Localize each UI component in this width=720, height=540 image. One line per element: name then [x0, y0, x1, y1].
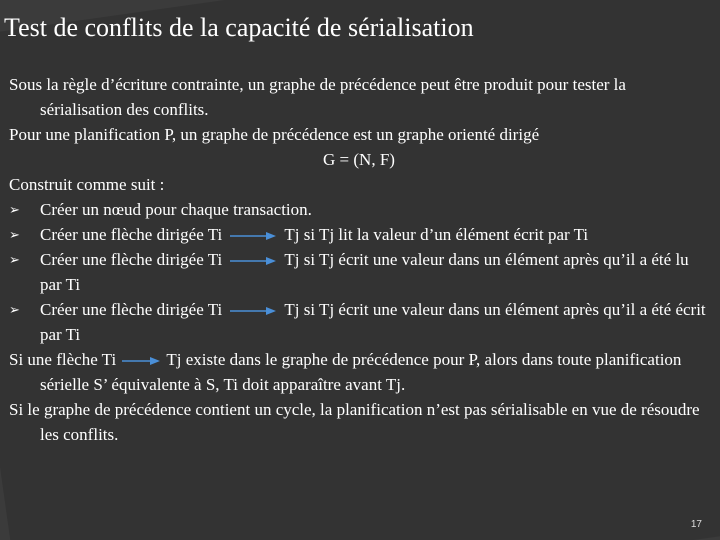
bullet-text-before: Créer une flèche dirigée Ti [40, 250, 223, 269]
right-arrow-icon [230, 256, 276, 266]
arrowhead-bullet-icon: ➢ [9, 302, 20, 317]
paragraph-definition: Pour une planification P, un graphe de précédence est un graphe orienté dirigé [9, 125, 540, 144]
bullet-item [9, 197, 709, 222]
bullet-text-before: Créer une flèche dirigée Ti [40, 300, 223, 319]
slide-body [9, 72, 709, 447]
bullet-text-after: Tj si Tj lit la valeur d’un élément écrit par Ti [284, 225, 589, 244]
bullet-item [9, 222, 709, 247]
paragraph-text-after: Tj existe dans le graphe de précédence pour P, alors dans toute planification sérielle S’ équivalente à S, Ti doit apparaître avant Tj. [40, 350, 682, 394]
paragraph-rule: Sous la règle d’écriture contrainte, un graphe de précédence peut être produit pour tester la sérialisation des conflits. [9, 75, 626, 119]
right-arrow-icon [230, 231, 276, 241]
bullet-item [9, 297, 709, 347]
paragraph-arrow-rule [9, 347, 709, 397]
paragraph-cycle: Si le graphe de précédence contient un cycle, la planification n’est pas sérialisable en vue de résoudre les conflits. [9, 400, 700, 444]
graph-formula: G = (N, F) [323, 150, 395, 169]
bullet-text: Créer un nœud pour chaque transaction. [40, 200, 312, 219]
bullet-text-after: Tj si Tj écrit une valeur dans un élément après qu’il a été lu par Ti [40, 250, 689, 294]
paragraph-text-before: Si une flèche Ti [9, 350, 117, 369]
right-arrow-icon [230, 306, 276, 316]
slide-title: Test de conflits de la capacité de sérialisation [4, 13, 474, 42]
right-arrow-icon [122, 356, 160, 366]
bullet-text-after: Tj si Tj écrit une valeur dans un élément après qu’il a été écrit par Ti [40, 300, 706, 344]
page-number: 17 [690, 519, 702, 530]
bullet-text-before: Créer une flèche dirigée Ti [40, 225, 223, 244]
arrowhead-bullet-icon: ➢ [9, 202, 20, 217]
arrowhead-bullet-icon: ➢ [9, 227, 20, 242]
arrowhead-bullet-icon: ➢ [9, 252, 20, 267]
paragraph-construction: Construit comme suit : [9, 175, 165, 194]
bullet-item [9, 247, 709, 297]
